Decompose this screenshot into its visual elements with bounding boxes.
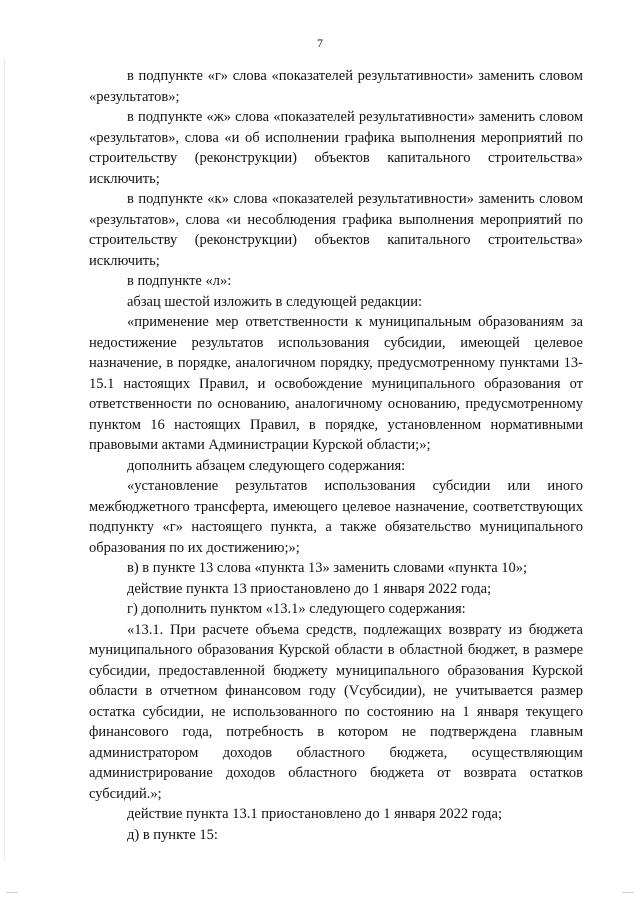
paragraph: в подпункте «г» слова «показателей результативности» заменить словом «результатов»; xyxy=(89,68,583,105)
scan-edge-line xyxy=(4,60,6,860)
paragraph: в подпункте «ж» слова «показателей результативности» заменить словом «результатов», слова «и об исполнении графика выполнения мероприятий по строительству (реконструкции) объектов капитального строительства» исключить; xyxy=(89,109,583,187)
paragraph: в подпункте «л»: xyxy=(127,273,232,289)
paragraph: действие пункта 13 приостановлено до 1 января 2022 года; xyxy=(127,580,492,597)
scan-corner-mark xyxy=(622,892,634,893)
paragraph: дополнить абзацем следующего содержания: xyxy=(127,457,406,474)
document-body xyxy=(89,66,583,845)
paragraph: действие пункта 13.1 приостановлено до 1 января 2022 года; xyxy=(127,806,503,822)
paragraph: «установление результатов использования субсидии или иного межбюджетного трансферта, имеющего целевое назначение, соответствующих подпункту «г» настоящего пункта, а также обязательство муниципального образования по их достижению;»; xyxy=(89,478,583,556)
page-number: 7 xyxy=(317,36,323,50)
paragraph: абзац шестой изложить в следующей редакции: xyxy=(127,293,422,310)
paragraph: г) дополнить пунктом «13.1» следующего содержания: xyxy=(127,601,466,617)
paragraph: в) в пункте 13 слова «пункта 13» заменить словами «пункта 10»; xyxy=(127,560,528,576)
paragraph: «13.1. При расчете объема средств, подлежащих возврату из бюджета муниципального образования Курской области в областной бюджет, в размере субсидии, предоставленной бюджету муниципального образования Курской области в отчетном финансовом году (Vсубсидии), не учитывается размер остатка субсидии, не использованного по состоянию на 1 января текущего финансового года, потребность в котором не подтверждена главным администратором доходов областного бюджета, осуществляющим администрирование доходов областного бюджета от возврата остатков субсидий.»; xyxy=(89,621,583,802)
paragraph: д) в пункте 15: xyxy=(127,826,218,843)
scan-corner-mark xyxy=(6,892,18,893)
paragraph: «применение мер ответственности к муниципальным образованиям за недостижение результатов использования субсидии, имеющей целевое назначение, в порядке, аналогичном порядку, предусмотренному пунктами 13-15.1 настоящих Правил, и освобождение муниципального образования от ответственности по основанию, аналогичному основанию, предусмотренному пунктом 16 настоящих Правил, в порядке, установленном нормативными правовыми актами Администрации Курской области;»; xyxy=(89,314,583,453)
paragraph: в подпункте «к» слова «показателей результативности» заменить словом «результатов», слова «и несоблюдения графика выполнения мероприятий по строительству (реконструкции) объектов капитального строительства» исключить; xyxy=(89,191,583,269)
